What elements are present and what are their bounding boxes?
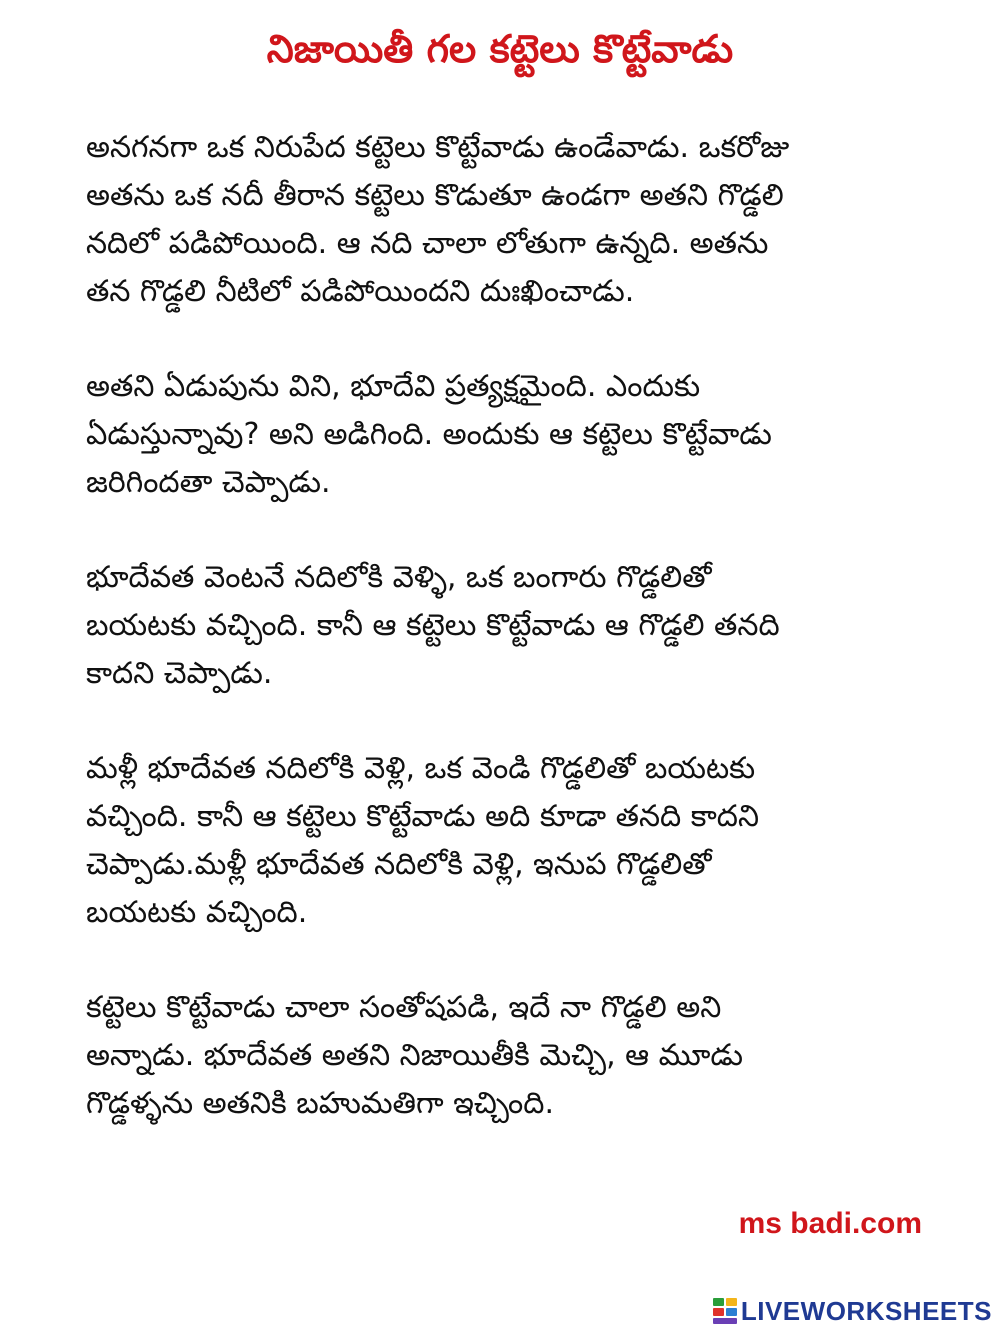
- story-body: [86, 124, 936, 1175]
- story-paragraph: [86, 984, 936, 1128]
- paragraph-line: జరిగిందతా చెప్పాడు.: [86, 465, 331, 500]
- paragraph-line: గొడ్డళ్ళను అతనికి బహుమతిగా ఇచ్చింది.: [86, 1086, 554, 1121]
- paragraph-line: తన గొడ్డలి నీటిలో పడిపోయిందని దుఃఖించాడు.: [86, 274, 635, 309]
- paragraph-line: అన్నాడు. భూదేవత అతని నిజాయితీకి మెచ్చి, ఆ మూడు: [86, 1038, 743, 1073]
- paragraph-line: కట్టెలు కొట్టేవాడు చాలా సంతోషపడి, ఇదే నా గొడ్డలి అని: [86, 990, 722, 1025]
- paragraph-line: చెప్పాడు.మళ్లీ భూదేవత నదిలోకి వెళ్లి, ఇనుప గొడ్డలితో: [86, 847, 712, 882]
- story-paragraph: [86, 554, 936, 698]
- paragraph-line: భూదేవత వెంటనే నదిలోకి వెళ్ళి, ఒక బంగారు గొడ్డలితో: [86, 560, 712, 595]
- paragraph-line: బయటకు వచ్చింది.: [86, 895, 308, 930]
- paragraph-line: నదిలో పడిపోయింది. ఆ నది చాలా లోతుగా ఉన్నది. అతను: [86, 226, 769, 261]
- liveworksheets-logo-icon: [712, 1296, 738, 1326]
- story-paragraph: [86, 124, 936, 316]
- story-paragraph: [86, 745, 936, 937]
- paragraph-line: అనగనగా ఒక నిరుపేద కట్టెలు కొట్టేవాడు ఉండేవాడు. ఒకరోజు: [86, 130, 790, 165]
- paragraph-line: బయటకు వచ్చింది. కానీ ఆ కట్టెలు కొట్టేవాడు ఆ గొడ్డలి తనది: [86, 608, 780, 643]
- liveworksheets-wordmark: LIVEWORKSHEETS: [740, 1296, 992, 1326]
- story-title: నిజాయితీ గల కట్టెలు కొట్టేవాడు: [266, 27, 734, 72]
- story-paragraph: [86, 363, 936, 507]
- paragraph-line: అతని ఏడుపును విని, భూదేవి ప్రత్యక్షమైంది. ఎందుకు: [86, 369, 701, 404]
- paragraph-line: అతను ఒక నదీ తీరాన కట్టెలు కొడుతూ ఉండగా అతని గొడ్డలి: [86, 178, 784, 213]
- paragraph-line: ఏడుస్తున్నావు? అని అడిగింది. అందుకు ఆ కట్టెలు కొట్టేవాడు: [86, 417, 772, 452]
- paragraph-line: కాదని చెప్పాడు.: [86, 656, 273, 691]
- source-credit: ms badi.com: [738, 1207, 922, 1240]
- paragraph-line: మళ్లీ భూదేవత నదిలోకి వెళ్లి, ఒక వెండి గొడ్డలితో బయటకు: [86, 751, 756, 786]
- liveworksheets-watermark: [712, 1294, 992, 1328]
- paragraph-line: వచ్చింది. కానీ ఆ కట్టెలు కొట్టేవాడు అది కూడా తనది కాదని: [86, 799, 760, 834]
